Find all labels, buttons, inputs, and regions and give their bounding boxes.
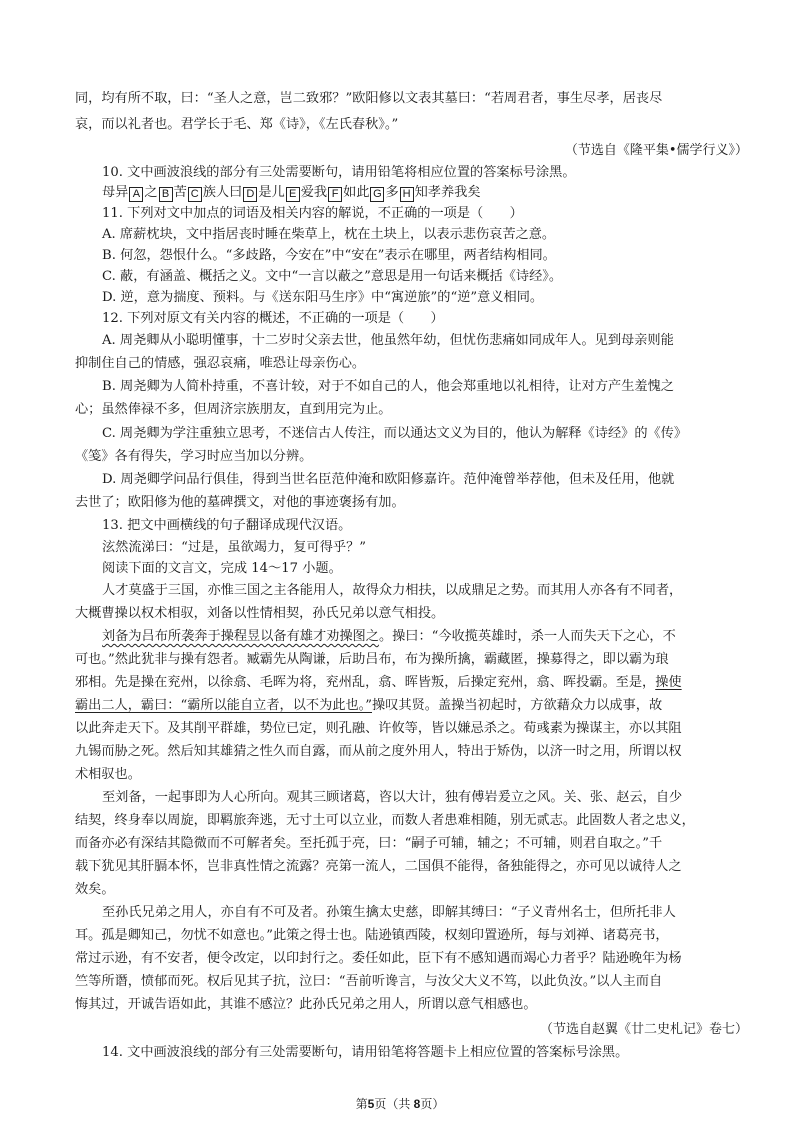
segment: 如此 <box>343 185 370 200</box>
question-12-line: 抑制住自己的情感，强忍哀痛，唯恐让母亲伤心。 <box>75 356 366 371</box>
segment: 之 <box>144 185 158 200</box>
answer-box-b[interactable]: B <box>159 187 173 202</box>
question-12-line: C. 周尧卿为学注重独立思考，不迷信古人传注，而以通达文义为目的，他认为解释《诗经》的《传》 <box>102 426 688 441</box>
passage2-line: 至孙氏兄弟之用人，亦自有不可及者。孙策生擒太史慈，即解其缚曰：“子义青州名士，但所托非人 <box>102 905 676 920</box>
passage2-text: 。操曰：“今收揽英雄时，杀一人而失天下之心，不 <box>378 629 676 644</box>
segment: 母异 <box>102 185 129 200</box>
passage2-line: 大概曹操以权术相驭，刘备以性情相契，孙氏兄弟以意气相投。 <box>75 606 445 621</box>
question-12-stem: 12. 下列对原文有关内容的概述，不正确的一项是（ ） <box>102 311 444 326</box>
segment: 苦 <box>173 185 187 200</box>
segment: 多 <box>385 185 399 200</box>
answer-box-a[interactable]: A <box>129 187 143 202</box>
passage2-line: 以此奔走天下。及其削平群雄，势位已定，则孔融、许攸等，皆以嫌忌杀之。荀彧素为操谋主，亦以其阻 <box>75 721 682 736</box>
segment: 爱我 <box>300 185 328 200</box>
passage2-line: 悔其过，开诚告语如此，其谁不感泣？此孙氏兄弟之用人，所谓以意气相感也。 <box>75 997 537 1012</box>
passage2-text: 邪相。先是操在兖州，以徐翕、毛晖为将，兖州乱，翕、晖皆叛，后操定兖州，翕、晖投霸。至是， <box>75 675 656 690</box>
question-12-line: D. 周尧卿学问品行俱佳，得到当世名臣范仲淹和欧阳修嘉许。范仲淹曾举荐他，但未及任用，他就 <box>102 472 675 487</box>
passage2-line: 而备亦必有深结其隐微而不可解者矣。至托孤于亮，曰：“嗣子可辅，辅之；不可辅，则君自取之。”千 <box>75 836 663 851</box>
footer-page-number: 5 <box>367 1097 375 1111</box>
question-10-sequence <box>102 186 481 202</box>
question-12-line: 心；虽然俸禄不多，但周济宗族朋友，直到用完为止。 <box>75 402 392 417</box>
passage2-source: （节选自赵翼《廿二史札记》卷七） <box>539 1022 748 1037</box>
page-footer <box>0 1095 800 1112</box>
question-13-stem: 13. 把文中画横线的句子翻译成现代汉语。 <box>102 518 352 533</box>
footer-mid: 页（共 <box>374 1097 414 1111</box>
passage2-line: 可也。”然此犹非与操有怨者。臧霸先从陶谦，后助吕布，布为操所擒，霸藏匿，操募得之，即以霸为琅 <box>75 652 669 667</box>
passage2-line: 至刘备，一起事即为人心所向。观其三顾诸葛，咨以大计，独有傅岩爰立之风。关、张、赵云，自少 <box>102 790 683 805</box>
question-12-line: A. 周尧卿从小聪明懂事，十二岁时父亲去世，他虽然年幼，但忧伤悲痛如同成年人。见到母亲则能 <box>102 333 674 348</box>
passage2-line <box>75 676 682 689</box>
passage2-intro: 阅读下面的文言文，完成 14～17 小题。 <box>102 561 342 576</box>
segment: 是儿 <box>258 185 285 200</box>
question-12-line: 去世了；欧阳修为他的墓碑撰文，对他的事迹褒扬有加。 <box>75 495 405 510</box>
question-13-sentence: 泫然流涕曰：“过是，虽欲竭力，复可得乎？” <box>102 540 367 555</box>
answer-box-f[interactable]: F <box>328 187 342 202</box>
answer-box-h[interactable]: H <box>400 187 414 202</box>
passage2-line: 术相驭也。 <box>75 767 141 782</box>
passage2-line: 结契，终身奉以周旋，即羁旅奔逃，无寸土可以立业，而数人者患难相随，别无贰志。此固数人者之忠义， <box>75 813 695 828</box>
footer-suffix: 页） <box>420 1097 445 1111</box>
segment: 族人曰 <box>202 185 243 200</box>
question-10-stem: 10. 文中画波浪线的部分有三处需要断句，请用铅笔将相应位置的答案标号涂黑。 <box>102 165 576 180</box>
passage2-line: 常过示逊，有不安者，便令改定，以印封行之。委任如此，臣下有不感知遇而竭心力者乎？陆逊晚年为杨 <box>75 951 682 966</box>
passage2-line <box>102 630 676 643</box>
question-14-stem: 14. 文中画波浪线的部分有三处需要断句，请用铅笔将答题卡上相应位置的答案标号涂黑。 <box>102 1045 629 1060</box>
question-11-option-b: B. 何忽，怨恨什么。“多歧路，今安在”中“安在”表示在哪里，两者结构相同。 <box>102 248 556 263</box>
passage2-line: 耳。孤是卿知己，勿忧不如意也。”此策之得士也。陆逊镇西陵，权刻印置逊所，每与刘禅、诸葛亮书， <box>75 928 669 943</box>
passage2-line: 载下犹见其肝膈本怀，岂非真性情之流露？亮第一流人，二国俱不能得，备独能得之，亦可见以诚待人之 <box>75 859 682 874</box>
segment: 知孝养我矣 <box>414 185 481 200</box>
passage2-line: 九锡而胁之死。然后知其雄猜之性久而自露，而从前之度外用人，特出于矫伪，以济一时之用，所谓以权 <box>75 744 682 759</box>
passage1-source: （节选自《隆平集•儒学行义》） <box>564 143 748 158</box>
passage2-line: 人才莫盛于三国，亦惟三国之主各能用人，故得众力相扶，以成鼎足之势。而其用人亦各有不同者， <box>102 583 683 598</box>
question-11-option-c: C. 蔽，有涵盖、概括之义。文中“一言以蔽之”意思是用一句话来概括《诗经》。 <box>102 269 563 284</box>
question-11-option-d: D. 逆，意为揣度、预料。与《送东阳马生序》中“寓逆旅”的“逆”意义相同。 <box>102 290 544 305</box>
answer-box-d[interactable]: D <box>243 187 257 202</box>
answer-box-c[interactable]: C <box>188 187 202 202</box>
question-11-option-a: A. 席薪枕块，文中指居丧时睡在柴草上，枕在土块上，以表示悲伤哀苦之意。 <box>102 227 556 242</box>
question-12-line: B. 周尧卿为人简朴持重，不喜计较，对于不如自己的人，他会郑重地以礼相待，让对方产生羞愧之 <box>102 379 674 394</box>
answer-box-e[interactable]: E <box>286 187 300 202</box>
passage2-text: 操叹其贤。盖操当初起时，方欲藉众力以成事，故 <box>372 698 663 713</box>
footer-total-pages: 8 <box>413 1097 421 1111</box>
footer-prefix: 第 <box>355 1097 368 1111</box>
passage1-line: 同，均有所不取，曰：“圣人之意，岂二致邪？”欧阳修以文表其墓曰：“若周君者，事生尽孝，居丧尽 <box>75 91 663 106</box>
underlined-text: 霸出二人，霸曰：“霸所以能自立者，以不为此也。” <box>75 698 373 713</box>
answer-box-g[interactable]: G <box>370 187 384 202</box>
passage2-line: 效矣。 <box>75 882 115 897</box>
passage2-line: 竺等所谮，愤郁而死。权后见其子抗，泣曰：“吾前听谗言，与汝父大义不笃，以此负汝。”以人主而自 <box>75 974 663 989</box>
question-11-stem: 11. 下列对文中加点的词语及相关内容的解说，不正确的一项是（ ） <box>102 206 523 221</box>
passage1-line: 哀，而以礼者也。君学长于毛、郑《诗》，《左氏春秋》。” <box>75 117 399 132</box>
wavy-underlined-text: 刘备为吕布所袭奔于操程昱以备有雄才劝操图之 <box>102 629 379 644</box>
passage2-line <box>75 699 662 712</box>
question-12-line: 《笺》各有得失，学习时应当加以分辨。 <box>75 449 313 464</box>
underlined-text: 操使 <box>655 675 682 690</box>
